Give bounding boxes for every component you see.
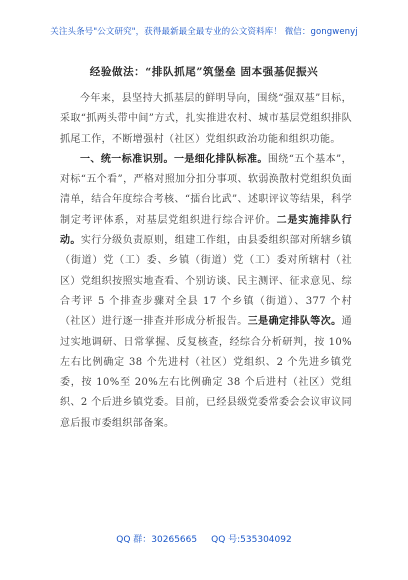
point-three-lead: 三是确定排队等次。 — [247, 316, 342, 328]
intro-paragraph: 今年来，县坚持大抓基层的鲜明导向，围绕“强双基”目标，采取“抓两头带中间”方式，扎实推进农村、城市基层党组织排队抓尾工作，不断增强村（社区）党组织政治功能和组织功能。 — [60, 93, 352, 145]
point-two-text: 实行分级负责原则，组建工作组，由县委组织部对所辖乡镇（街道）党（工）委、乡镇（街道）党（工）委对所辖村（社区）党组织按照实地查看、个别访谈、民主测评、征求意见、综合考评 5 个排查步骤对全县 17 个乡镇（街道）、377 个村（社区）进行逐一排查并形成分析报告。 — [60, 235, 352, 328]
qq-account-number: QQ 号:535304092 — [211, 535, 292, 545]
header-promo-note: 关注头条号"公文研究"，获得最新最全最专业的公文资料库！ 微信：gongwenyj — [50, 27, 358, 37]
point-two-lead: 二是实施排队行动。 — [60, 214, 352, 247]
point-three-text: 通过实地调研、日常掌握、反复核查，经综合分析研判，按 10%左右比例确定 38 个先进村（社区）党组织、2 个先进乡镇党委，按 10%至 20%左右比例确定 38 个后进村（社区）党组织、2 个后进乡镇党委。目前，已经县级党委常委会会议审议同意后报市委组织部备案。 — [60, 316, 353, 429]
point-one-text: 围绕“五个基本”，对标“五个看”，严格对照加分扣分事项、软弱涣散村党组织负面清单，结合年度综合考核、“擂台比武”、述职评议等结果，科学制定考评体系，对基层党组织进行综合评价。 — [60, 153, 352, 226]
section-heading: 一、统一标准识别。 — [80, 153, 174, 165]
footer-contact — [0, 532, 408, 545]
section-one-paragraph — [60, 150, 352, 434]
article-body — [60, 89, 352, 434]
point-one-lead: 一是细化排队标准。 — [173, 153, 268, 165]
article-title: 经验做法：“排队抓尾”筑堡垒 固本强基促振兴 — [89, 66, 319, 78]
qq-group-number: QQ 群：30265665 — [116, 535, 198, 545]
